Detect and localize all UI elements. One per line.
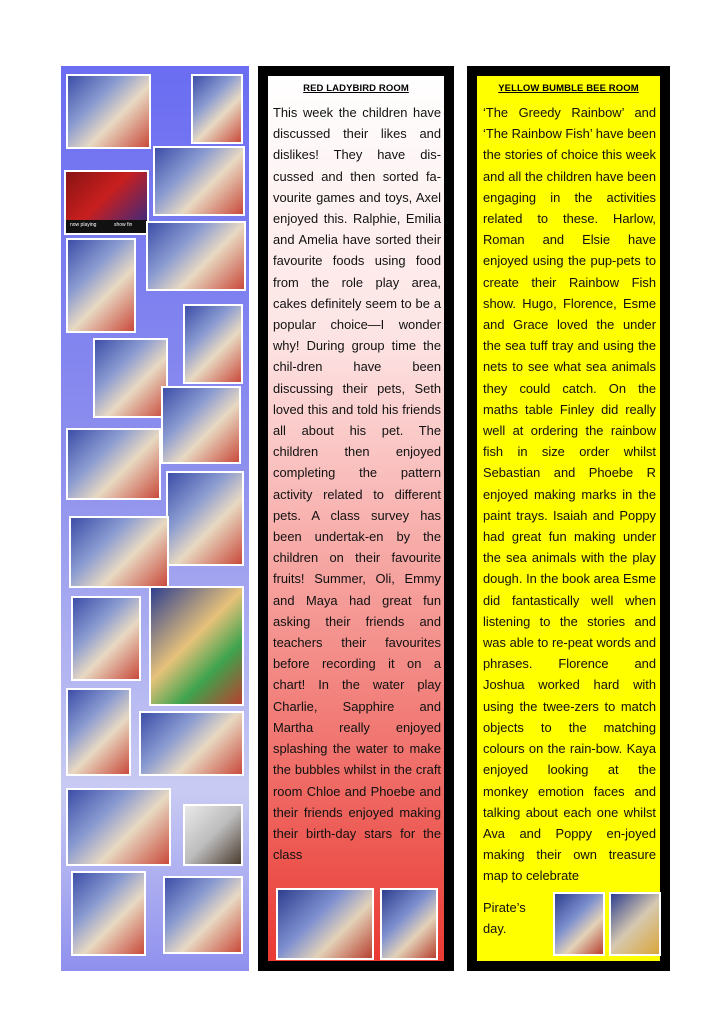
photo-children-reading xyxy=(71,871,146,956)
red-room-title: RED LADYBIRD ROOM xyxy=(303,83,409,94)
yellow-room-body: ‘The Greedy Rainbow’ and ‘The Rainbow Fish’ have been the stories of choice this week and all the children have been engaging in the activities related to these. Harlow, Roman and Elsie have enjoyed using the pup-pets to create their Rainbow Fish show. Hugo, Florence, Esme and Grace loved the under the sea tuff tray and using the nets to see what sea animals they could catch. On the maths table Finley did really well at ordering the rainbow fish in size order whilst Sebastian and Phoebe R enjoyed making marks in the paint trays. Isaiah and Poppy had great fun making under the sea animals with the play dough. In the book area Esme did fantastically well when listening to the stories and was able to re-peat words and phrases. Florence and Joshua worked hard with using the twee-zers to match objects to the matching colours on the rain-bow. Kaya enjoyed looking at the monkey emotion faces and talking about each one whilst Ava and Poppy en-joyed making their own treasure map to celebrate xyxy=(483,105,656,884)
photo-children-table xyxy=(153,146,245,216)
photo-girl-dancing xyxy=(183,804,243,866)
photo-puppet-show xyxy=(64,170,149,235)
red-room-photo-1 xyxy=(276,888,374,960)
photo-caption-1: now playing xyxy=(70,221,97,228)
red-room-body: This week the children have discussed their likes and dislikes! They have dis-cussed and then sorted fa-vourite games and toys, Axel enjoyed this. Ralphie, Emilia and Amelia have sorted their favourite foods using food from the role play area, cakes definitely seem to be a popular choice—I wonder why! During group time the chil-dren have been discussing their pets, Seth loved this and told his friends all about his pet. The children then enjoyed completing the pattern activity related to different pets. A class survey has been undertak-en by the children on their favourite fruits! Summer, Oli, Emmy and Maya had great fun asking their friends and teachers their favourites before recording it on a chart! In the water play Charlie, Sapphire and Martha really enjoyed splashing the water to make the bubbles whilst in the craft room Chloe and Phoebe and their friends enjoyed making their birth-day stars for the class xyxy=(273,105,441,863)
yellow-room-photo-2 xyxy=(609,892,661,956)
yellow-bumble-bee-room-panel xyxy=(467,66,670,971)
photo-child-monkey xyxy=(69,516,169,588)
photo-caption-strip xyxy=(66,220,147,233)
photo-girl-drawing xyxy=(163,876,243,954)
yellow-room-text-tail-1: Pirate’s xyxy=(483,900,526,915)
photo-craft-table xyxy=(66,788,171,866)
red-ladybird-room-panel xyxy=(258,66,454,971)
photo-boy-activity xyxy=(166,471,244,566)
photo-child-smiling xyxy=(66,238,136,333)
photo-collage-column xyxy=(61,66,249,971)
photo-children-carpet xyxy=(139,711,244,776)
red-panel-content xyxy=(268,76,444,961)
photo-boy-standing xyxy=(93,338,168,418)
photo-girl-book xyxy=(149,586,244,706)
photo-tuff-tray xyxy=(66,74,151,149)
photo-water-play xyxy=(66,688,131,776)
yellow-panel-content xyxy=(477,76,660,961)
photo-children-sitting xyxy=(191,74,243,144)
red-room-photo-2 xyxy=(380,888,438,960)
photo-girl-painting xyxy=(161,386,241,464)
photo-child-drawing xyxy=(183,304,243,384)
photo-boy-classroom xyxy=(71,596,141,681)
yellow-room-photo-1 xyxy=(553,892,605,956)
photo-boy-puzzle xyxy=(66,428,161,500)
photo-group-children xyxy=(146,221,246,291)
photo-caption-2: show fin xyxy=(114,221,133,228)
yellow-room-text-tail-2: day. xyxy=(483,921,507,936)
yellow-room-title: YELLOW BUMBLE BEE ROOM xyxy=(498,83,639,94)
